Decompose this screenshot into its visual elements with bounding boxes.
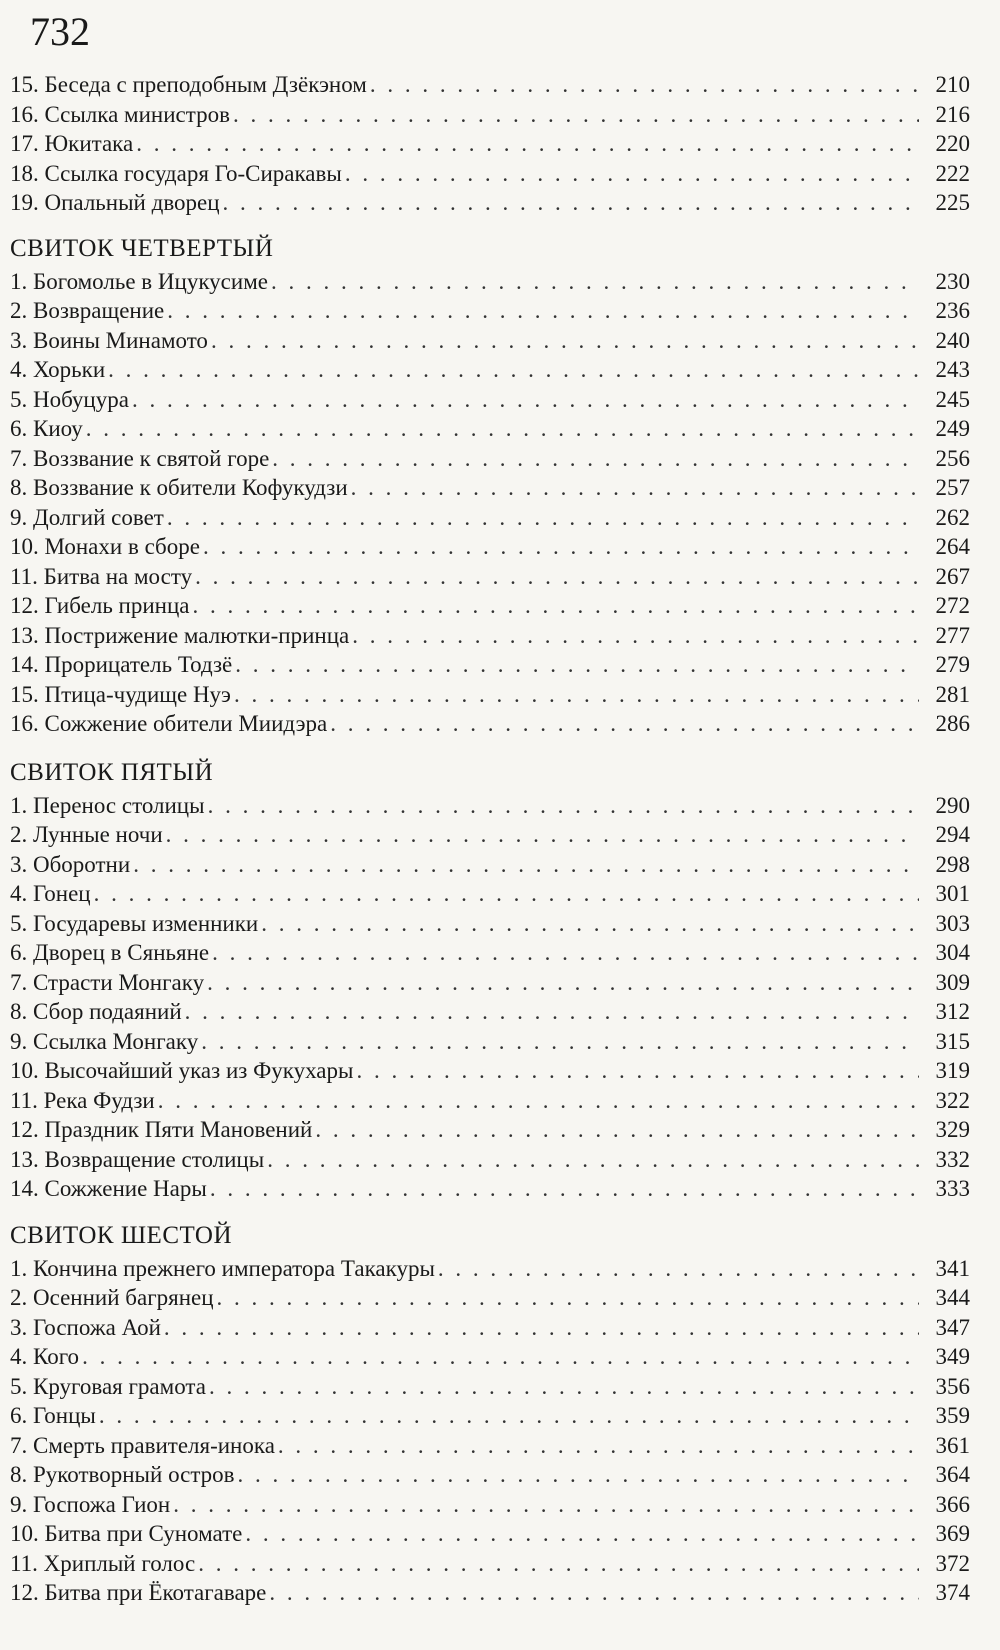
entry-page-number: 319 bbox=[935, 1058, 970, 1083]
entry-page-number: 256 bbox=[935, 445, 970, 471]
dot-leader bbox=[201, 1027, 919, 1057]
entry-page-number: 264 bbox=[935, 534, 970, 559]
entry-page-number: 216 bbox=[935, 101, 970, 127]
entry-title: 1. Перенос столицы bbox=[10, 792, 205, 818]
toc-entry bbox=[10, 850, 970, 880]
toc-entry bbox=[10, 1313, 970, 1343]
dot-leader bbox=[356, 1056, 919, 1086]
dot-leader bbox=[209, 1372, 919, 1402]
entry-title: 9. Госпожа Гион bbox=[10, 1491, 171, 1517]
dot-leader bbox=[370, 70, 919, 100]
entry-title: 10. Битва при Суномате bbox=[10, 1521, 243, 1546]
toc-section bbox=[0, 1218, 1000, 1608]
entry-page-number: 290 bbox=[935, 792, 970, 818]
toc-entry bbox=[10, 296, 970, 326]
dot-leader bbox=[167, 503, 919, 533]
entry-title: 3. Воины Минамото bbox=[10, 327, 208, 353]
entry-page-number: 341 bbox=[935, 1255, 970, 1281]
entry-title: 17. Юкитака bbox=[10, 131, 134, 156]
toc-entry bbox=[10, 820, 970, 850]
entry-title: 13. Пострижение малютки-принца bbox=[10, 622, 350, 648]
toc-entry bbox=[10, 188, 970, 218]
entry-title: 16. Сожжение обители Миидэра bbox=[10, 711, 328, 736]
entry-page-number: 301 bbox=[935, 881, 970, 906]
entry-page-number: 359 bbox=[935, 1403, 970, 1428]
entry-title: 13. Возвращение столицы bbox=[10, 1146, 265, 1172]
entry-page-number: 356 bbox=[935, 1373, 970, 1399]
entry-page-number: 332 bbox=[935, 1146, 970, 1172]
entry-title: 2. Лунные ночи bbox=[10, 822, 163, 847]
dot-leader bbox=[223, 188, 919, 218]
toc-entry bbox=[10, 444, 970, 474]
toc-entry bbox=[10, 562, 970, 592]
entry-title: 7. Воззвание к святой горе bbox=[10, 445, 270, 471]
entry-page-number: 349 bbox=[935, 1344, 970, 1369]
entry-title: 3. Оборотни bbox=[10, 851, 131, 877]
toc-entry bbox=[10, 680, 970, 710]
dot-leader bbox=[185, 997, 919, 1027]
toc-entry bbox=[10, 1372, 970, 1402]
dot-leader bbox=[198, 1549, 919, 1579]
dot-leader bbox=[351, 473, 919, 503]
entry-title: 9. Ссылка Монгаку bbox=[10, 1028, 199, 1054]
entry-title: 4. Гонец bbox=[10, 881, 91, 906]
dot-leader bbox=[173, 1490, 919, 1520]
entry-page-number: 364 bbox=[935, 1462, 970, 1487]
dot-leader bbox=[136, 129, 919, 159]
entry-page-number: 262 bbox=[935, 504, 970, 530]
entry-page-number: 222 bbox=[935, 160, 970, 186]
dot-leader bbox=[164, 1313, 919, 1343]
entry-title: 9. Долгий совет bbox=[10, 504, 164, 530]
entry-page-number: 240 bbox=[935, 327, 970, 353]
entry-title: 18. Ссылка государя Го-Сиракавы bbox=[10, 160, 342, 186]
entry-page-number: 286 bbox=[935, 711, 970, 736]
toc-entry bbox=[10, 1027, 970, 1057]
entry-page-number: 374 bbox=[935, 1580, 970, 1605]
dot-leader bbox=[235, 650, 919, 680]
dot-leader bbox=[245, 1519, 919, 1549]
dot-leader bbox=[238, 1460, 919, 1490]
dot-leader bbox=[158, 1086, 919, 1116]
dot-leader bbox=[82, 1342, 919, 1372]
toc-entry bbox=[10, 385, 970, 415]
dot-leader bbox=[167, 296, 919, 326]
dot-leader bbox=[272, 444, 919, 474]
entry-page-number: 369 bbox=[935, 1521, 970, 1546]
toc-entry bbox=[10, 1283, 970, 1313]
section-title: СВИТОК ПЯТЫЙ bbox=[10, 758, 214, 786]
dot-leader bbox=[210, 1174, 919, 1204]
entry-page-number: 279 bbox=[935, 652, 970, 677]
entry-title: 12. Битва при Ёкотагаваре bbox=[10, 1580, 267, 1605]
entry-title: 19. Опальный дворец bbox=[10, 190, 220, 215]
entry-page-number: 304 bbox=[935, 940, 970, 965]
toc-entry bbox=[10, 1115, 970, 1145]
dot-leader bbox=[207, 968, 919, 998]
entry-page-number: 236 bbox=[935, 298, 970, 323]
entry-title: 10. Монахи в сборе bbox=[10, 534, 200, 559]
toc-entry bbox=[10, 503, 970, 533]
toc-entry bbox=[10, 473, 970, 503]
toc-section bbox=[0, 755, 1000, 1204]
dot-leader bbox=[132, 385, 919, 415]
entry-page-number: 361 bbox=[935, 1432, 970, 1458]
entry-title: 5. Государевы изменники bbox=[10, 910, 259, 936]
toc-entry bbox=[10, 791, 970, 821]
toc-entry bbox=[10, 326, 970, 356]
toc-entry bbox=[10, 1254, 970, 1284]
entry-title: 4. Хорьки bbox=[10, 357, 106, 382]
dot-leader bbox=[315, 1115, 919, 1145]
entry-title: 15. Беседа с преподобным Дзёкэном bbox=[10, 72, 367, 97]
dot-leader bbox=[166, 820, 919, 850]
dot-leader bbox=[211, 326, 919, 356]
dot-leader bbox=[94, 879, 919, 909]
entry-page-number: 312 bbox=[935, 999, 970, 1024]
entry-title: 1. Богомолье в Ицукусиме bbox=[10, 268, 268, 294]
entry-title: 7. Смерть правителя-инока bbox=[10, 1432, 275, 1458]
toc-entry bbox=[10, 1431, 970, 1461]
entry-page-number: 294 bbox=[935, 822, 970, 847]
section-title: СВИТОК ШЕСТОЙ bbox=[10, 1221, 233, 1249]
entry-page-number: 322 bbox=[935, 1087, 970, 1113]
toc-entry bbox=[10, 267, 970, 297]
toc-entry bbox=[10, 650, 970, 680]
entry-page-number: 220 bbox=[935, 131, 970, 156]
entry-title: 4. Кого bbox=[10, 1344, 80, 1369]
entry-page-number: 249 bbox=[935, 416, 970, 441]
dot-leader bbox=[330, 709, 919, 739]
dot-leader bbox=[352, 621, 919, 651]
toc-entry bbox=[10, 70, 970, 100]
toc-entry bbox=[10, 1342, 970, 1372]
entry-title: 6. Киоу bbox=[10, 416, 83, 441]
dot-leader bbox=[269, 1578, 919, 1608]
toc-entry bbox=[10, 621, 970, 651]
toc-entry bbox=[10, 591, 970, 621]
entry-page-number: 257 bbox=[935, 475, 970, 500]
toc-entry bbox=[10, 1086, 970, 1116]
dot-leader bbox=[108, 355, 919, 385]
entry-title: 6. Дворец в Сяньяне bbox=[10, 940, 210, 965]
dot-leader bbox=[234, 680, 919, 710]
entry-title: 2. Возвращение bbox=[10, 298, 165, 323]
toc-entry bbox=[10, 997, 970, 1027]
entry-title: 5. Нобуцура bbox=[10, 386, 129, 412]
entry-page-number: 272 bbox=[935, 593, 970, 618]
entry-title: 12. Праздник Пяти Мановений bbox=[10, 1117, 313, 1142]
entry-page-number: 366 bbox=[935, 1491, 970, 1517]
entry-page-number: 243 bbox=[935, 357, 970, 382]
toc-entry bbox=[10, 909, 970, 939]
entry-page-number: 309 bbox=[935, 969, 970, 995]
dot-leader bbox=[99, 1401, 919, 1431]
dot-leader bbox=[86, 414, 919, 444]
entry-title: 10. Высочайший указ из Фукухары bbox=[10, 1058, 354, 1083]
entry-title: 3. Госпожа Аой bbox=[10, 1314, 161, 1340]
toc-entry bbox=[10, 879, 970, 909]
entry-title: 14. Прорицатель Тодзё bbox=[10, 652, 233, 677]
entry-title: 14. Сожжение Нары bbox=[10, 1176, 207, 1201]
entry-page-number: 372 bbox=[935, 1550, 970, 1576]
toc-entry bbox=[10, 159, 970, 189]
dot-leader bbox=[438, 1254, 919, 1284]
toc-entry bbox=[10, 1145, 970, 1175]
entry-title: 1. Кончина прежнего императора Такакуры bbox=[10, 1255, 435, 1281]
entry-title: 11. Хриплый голос bbox=[10, 1550, 196, 1576]
entry-page-number: 344 bbox=[935, 1285, 970, 1310]
dot-leader bbox=[271, 267, 919, 297]
entry-title: 7. Страсти Монгаку bbox=[10, 969, 205, 995]
dot-leader bbox=[278, 1431, 919, 1461]
toc-entry bbox=[10, 1056, 970, 1086]
entry-title: 6. Гонцы bbox=[10, 1403, 96, 1428]
dot-leader bbox=[233, 100, 919, 130]
entry-page-number: 267 bbox=[935, 563, 970, 589]
dot-leader bbox=[217, 1283, 919, 1313]
toc-entry bbox=[10, 1401, 970, 1431]
dot-leader bbox=[133, 850, 919, 880]
dot-leader bbox=[267, 1145, 919, 1175]
toc-entry bbox=[10, 1174, 970, 1204]
toc-entry bbox=[10, 709, 970, 739]
toc-entry bbox=[10, 100, 970, 130]
toc-entry bbox=[10, 414, 970, 444]
dot-leader bbox=[212, 938, 919, 968]
entry-title: 8. Сбор подаяний bbox=[10, 999, 182, 1024]
section-title: СВИТОК ЧЕТВЕРТЫЙ bbox=[10, 234, 274, 262]
dot-leader bbox=[261, 909, 919, 939]
toc-entry bbox=[10, 938, 970, 968]
dot-leader bbox=[208, 791, 919, 821]
entry-page-number: 281 bbox=[935, 681, 970, 707]
toc-entry bbox=[10, 355, 970, 385]
toc-entry bbox=[10, 1460, 970, 1490]
entry-page-number: 225 bbox=[935, 190, 970, 215]
entry-page-number: 315 bbox=[935, 1028, 970, 1054]
entry-page-number: 245 bbox=[935, 386, 970, 412]
toc-entry bbox=[10, 968, 970, 998]
entry-title: 11. Река Фудзи bbox=[10, 1087, 155, 1113]
toc-section bbox=[0, 231, 1000, 739]
dot-leader bbox=[203, 532, 919, 562]
entry-page-number: 230 bbox=[935, 268, 970, 294]
entry-title: 15. Птица-чудище Нуэ bbox=[10, 681, 231, 707]
entry-title: 5. Круговая грамота bbox=[10, 1373, 206, 1399]
toc-entry bbox=[10, 1490, 970, 1520]
entry-title: 2. Осенний багрянец bbox=[10, 1285, 214, 1310]
entry-page-number: 277 bbox=[935, 622, 970, 648]
entry-title: 8. Рукотворный остров bbox=[10, 1462, 235, 1487]
toc-entry bbox=[10, 1578, 970, 1608]
entry-title: 11. Битва на мосту bbox=[10, 563, 193, 589]
entry-page-number: 333 bbox=[935, 1176, 970, 1201]
toc-section bbox=[0, 70, 1000, 218]
entry-title: 16. Ссылка министров bbox=[10, 101, 230, 127]
dot-leader bbox=[193, 591, 920, 621]
entry-page-number: 329 bbox=[935, 1117, 970, 1142]
dot-leader bbox=[345, 159, 919, 189]
toc-entry bbox=[10, 129, 970, 159]
toc-entry bbox=[10, 532, 970, 562]
entry-page-number: 298 bbox=[935, 851, 970, 877]
dot-leader bbox=[195, 562, 919, 592]
entry-title: 12. Гибель принца bbox=[10, 593, 190, 618]
page-number: 732 bbox=[30, 9, 90, 54]
entry-page-number: 303 bbox=[935, 910, 970, 936]
toc-entry bbox=[10, 1519, 970, 1549]
entry-title: 8. Воззвание к обители Кофукудзи bbox=[10, 475, 348, 500]
entry-page-number: 210 bbox=[935, 72, 970, 97]
toc-entry bbox=[10, 1549, 970, 1579]
table-of-contents bbox=[0, 70, 1000, 1608]
entry-page-number: 347 bbox=[935, 1314, 970, 1340]
